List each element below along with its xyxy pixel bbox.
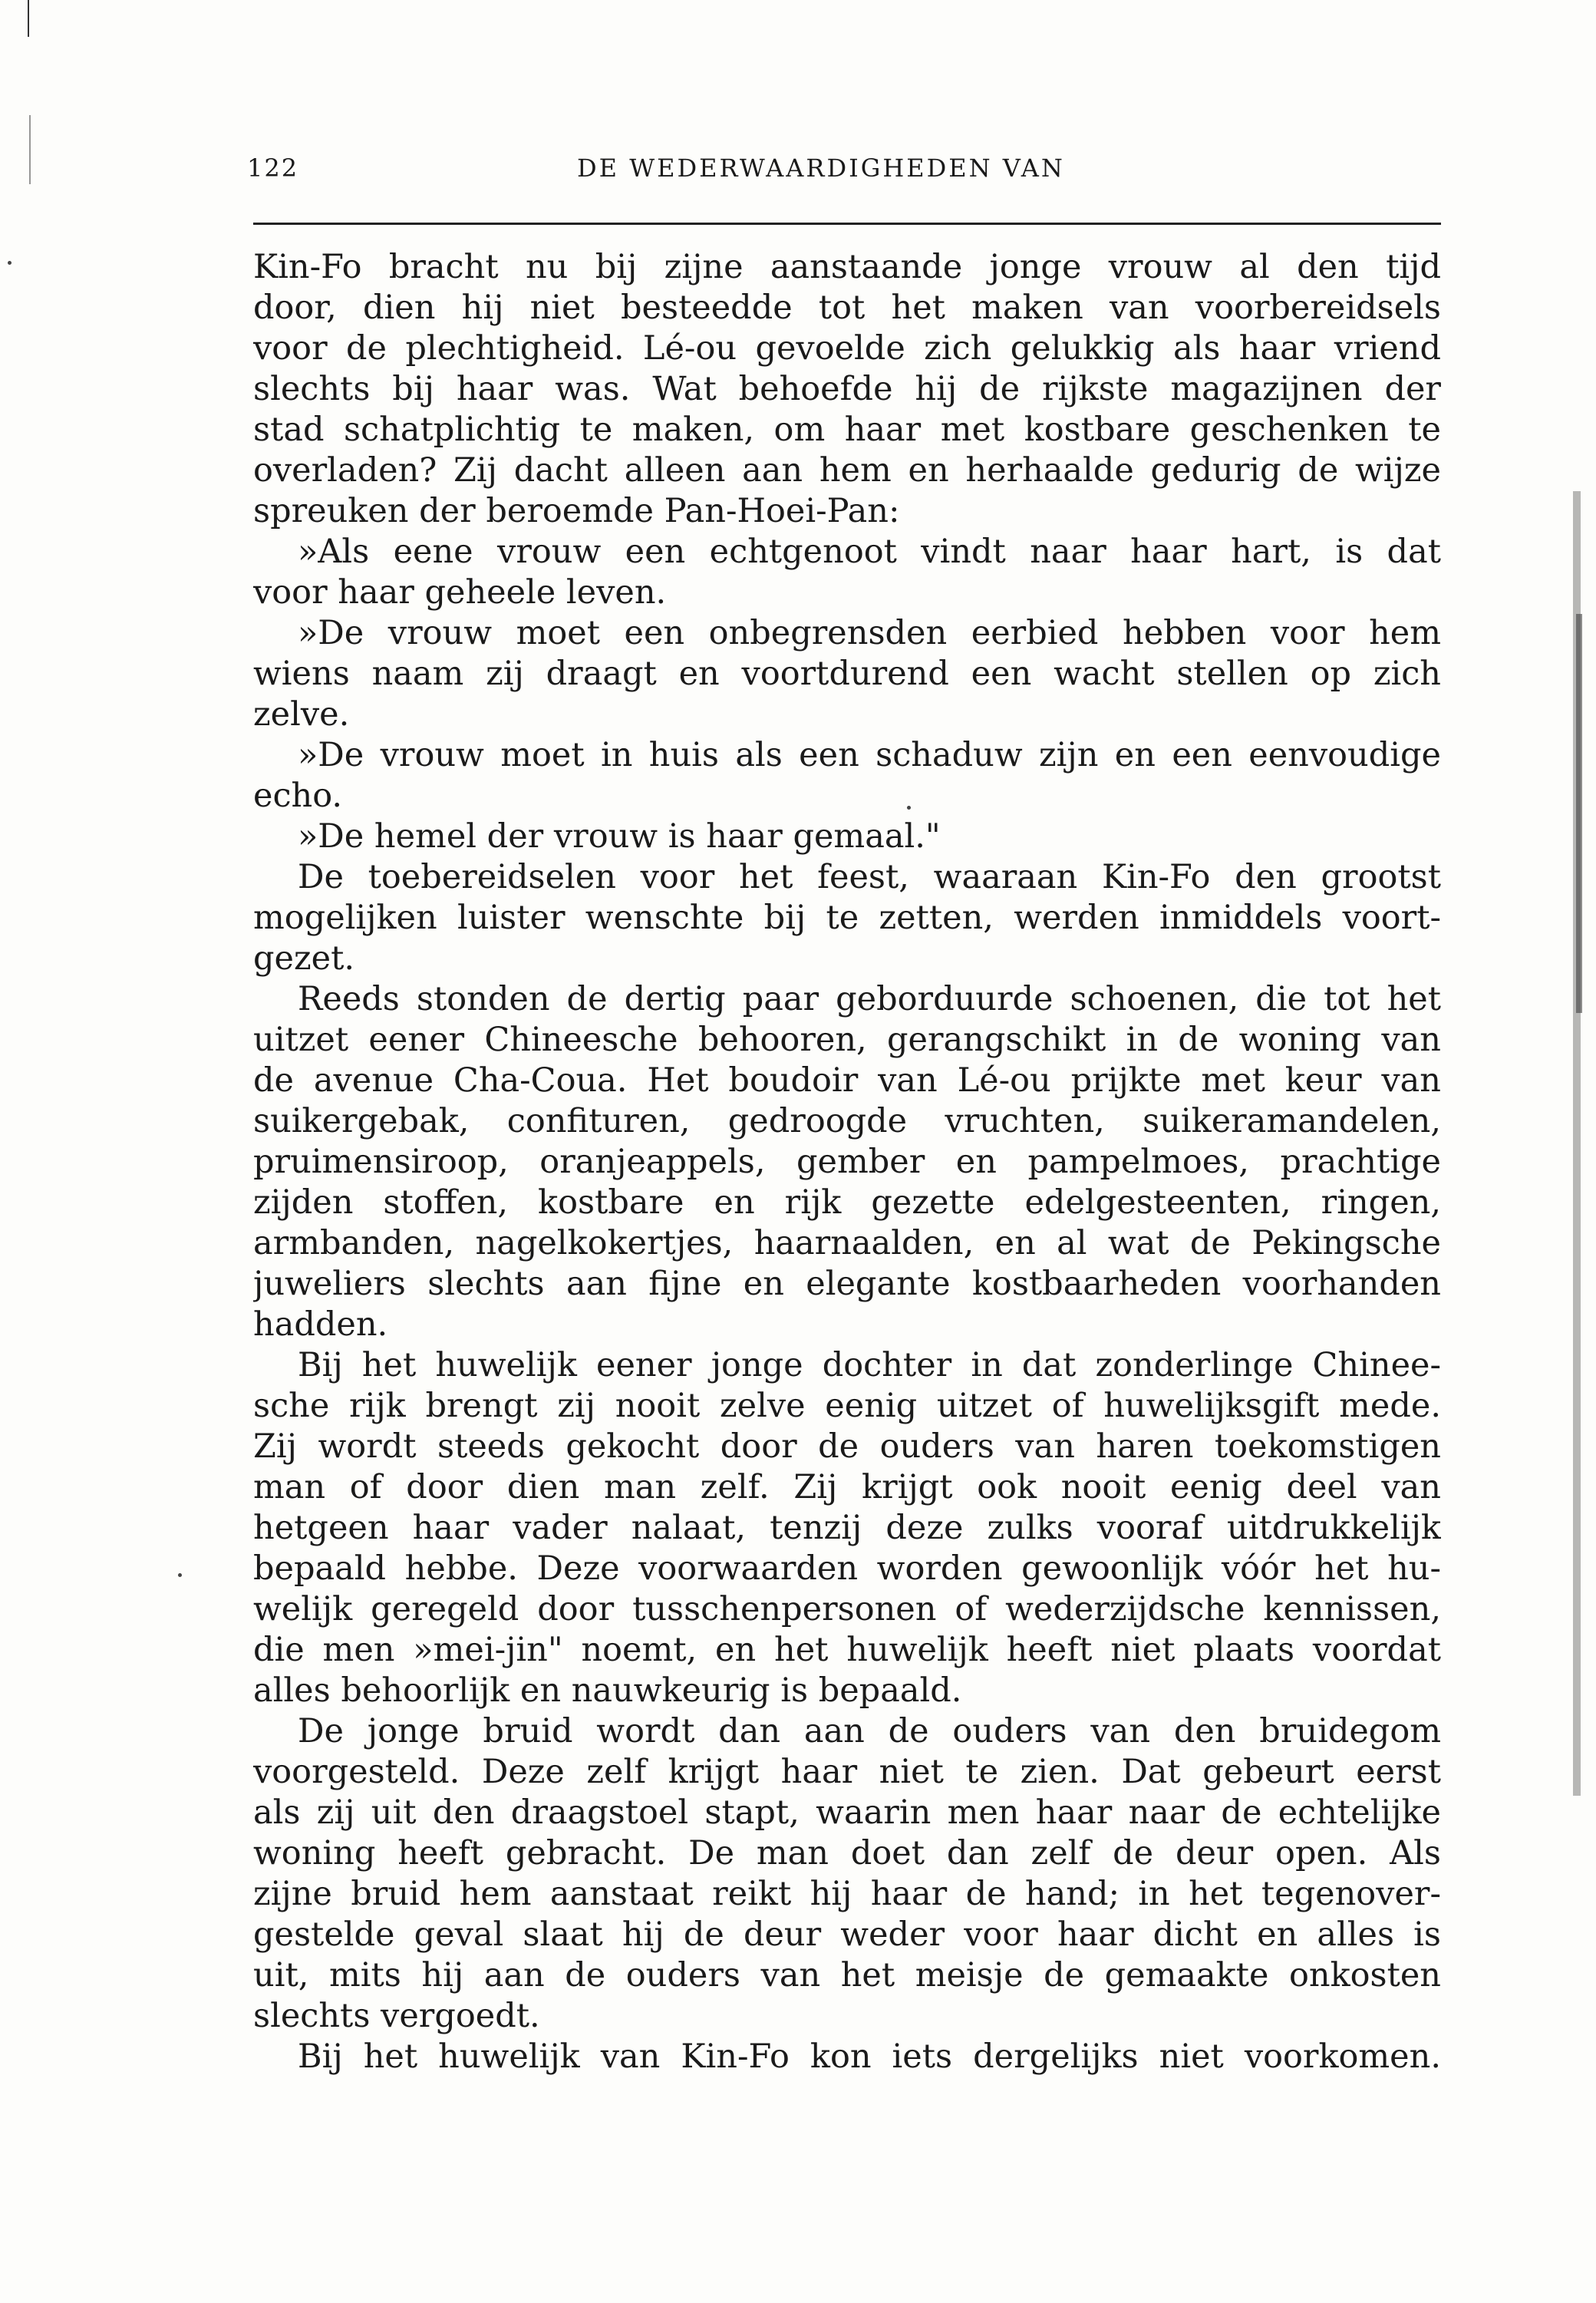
text-line: wiens naam zij draagt en voortdurend een wacht stellen op zich <box>253 655 1441 693</box>
page-number: 122 <box>247 153 299 183</box>
text-line: de avenue Cha-Coua. Het boudoir van Lé-ou prijkte met keur van <box>253 1061 1441 1100</box>
speck <box>178 1573 182 1577</box>
text-line: zijden stoffen, kostbare en rijk gezette edelgesteenten, ringen, <box>253 1183 1441 1222</box>
text-line: mogelijken luister wenschte bij te zetten, werden inmiddels voort- <box>253 899 1441 937</box>
text-line: voor haar geheele leven. <box>253 573 667 612</box>
page-header <box>247 153 1444 196</box>
body-text <box>253 247 1441 2077</box>
text-line: overladen? Zij dacht alleen aan hem en herhaalde gedurig de wijze <box>253 451 1441 490</box>
text-line: voor de plechtigheid. Lé-ou gevoelde zich gelukkig als haar vriend <box>253 329 1441 368</box>
text-line: slechts bij haar was. Wat behoefde hij de rijkste magazijnen der <box>253 370 1441 408</box>
text-line: stad schatplichtig te maken, om haar met kostbare geschenken te <box>253 411 1441 449</box>
text-line: bepaald hebbe. Deze voorwaarden worden gewoonlijk vóór het hu- <box>253 1549 1441 1588</box>
text-line: armbanden, nagelkokertjes, haarnaalden, en al wat de Pekingsche <box>253 1224 1441 1262</box>
text-line: »De hemel der vrouw is haar gemaal." <box>298 817 941 856</box>
text-line: »De vrouw moet een onbegrensden eerbied hebben voor hem <box>298 614 1441 652</box>
text-line: gestelde geval slaat hij de deur weder voor haar dicht en alles is <box>253 1915 1441 1954</box>
text-line: door, dien hij niet besteedde tot het maken van voorbereidsels <box>253 289 1441 327</box>
running-title: DE WEDERWAARDIGHEDEN VAN <box>577 153 1065 183</box>
text-line: die men »mei-jin" noemt, en het huwelijk heeft niet plaats voordat <box>253 1631 1441 1669</box>
text-line: zelve. <box>253 695 350 734</box>
text-line: suikergebak, confituren, gedroogde vruchten, suikeramandelen, <box>253 1102 1441 1140</box>
text-line: alles behoorlijk en nauwkeurig is bepaald. <box>253 1671 962 1710</box>
text-line: echo. <box>253 777 343 815</box>
text-line: gezet. <box>253 939 355 978</box>
text-line: uitzet eener Chineesche behooren, gerangschikt in de woning van <box>253 1021 1441 1059</box>
text-line: woning heeft gebracht. De man doet dan zelf de deur open. Als <box>253 1834 1441 1872</box>
left-edge-mark-lower <box>29 115 31 184</box>
text-line: Kin-Fo bracht nu bij zijne aanstaande jonge vrouw al den tijd <box>253 248 1441 286</box>
text-line: slechts vergoedt. <box>253 1997 540 2035</box>
text-line: hadden. <box>253 1305 388 1344</box>
right-edge-shadow-dark <box>1576 614 1582 1013</box>
text-line: welijk geregeld door tusschenpersonen of wederzijdsche kennissen, <box>253 1590 1441 1628</box>
header-rule <box>253 223 1441 225</box>
text-line: »De vrouw moet in huis als een schaduw zijn en een eenvoudige <box>298 736 1441 774</box>
text-line: Bij het huwelijk van Kin-Fo kon iets dergelijks niet voorkomen. <box>298 2037 1441 2076</box>
text-line: zijne bruid hem aanstaat reikt hij haar de hand; in het tegenover- <box>253 1875 1441 1913</box>
text-line: man of door dien man zelf. Zij krijgt ook nooit eenig deel van <box>253 1468 1441 1506</box>
text-line: »Als eene vrouw een echtgenoot vindt naar haar hart, is dat <box>298 533 1441 571</box>
text-line: Bij het huwelijk eener jonge dochter in dat zonderlinge Chinee- <box>298 1346 1441 1384</box>
text-line: Reeds stonden de dertig paar geborduurde schoenen, die tot het <box>298 980 1441 1018</box>
text-line: voorgesteld. Deze zelf krijgt haar niet te zien. Dat gebeurt eerst <box>253 1753 1441 1791</box>
text-line: juweliers slechts aan fijne en elegante kostbaarheden voorhanden <box>253 1265 1441 1303</box>
text-line: als zij uit den draagstoel stapt, waarin men haar naar de echtelijke <box>253 1793 1441 1832</box>
text-line: uit, mits hij aan de ouders van het meisje de gemaakte onkosten <box>253 1956 1441 1995</box>
left-edge-mark <box>28 0 29 37</box>
text-line: spreuken der beroemde Pan-Hoei-Pan: <box>253 492 900 530</box>
text-line: De toebereidselen voor het feest, waaraan Kin-Fo den grootst <box>298 858 1441 896</box>
text-line: Zij wordt steeds gekocht door de ouders van haren toekomstigen <box>253 1427 1441 1466</box>
text-line: hetgeen haar vader nalaat, tenzij deze zulks vooraf uitdrukkelijk <box>253 1509 1441 1547</box>
speck <box>8 261 12 265</box>
text-line: pruimensiroop, oranjeappels, gember en pampelmoes, prachtige <box>253 1143 1441 1181</box>
text-line: De jonge bruid wordt dan aan de ouders van den bruidegom <box>298 1712 1441 1750</box>
text-line: sche rijk brengt zij nooit zelve eenig uitzet of huwelijksgift mede. <box>253 1387 1441 1425</box>
